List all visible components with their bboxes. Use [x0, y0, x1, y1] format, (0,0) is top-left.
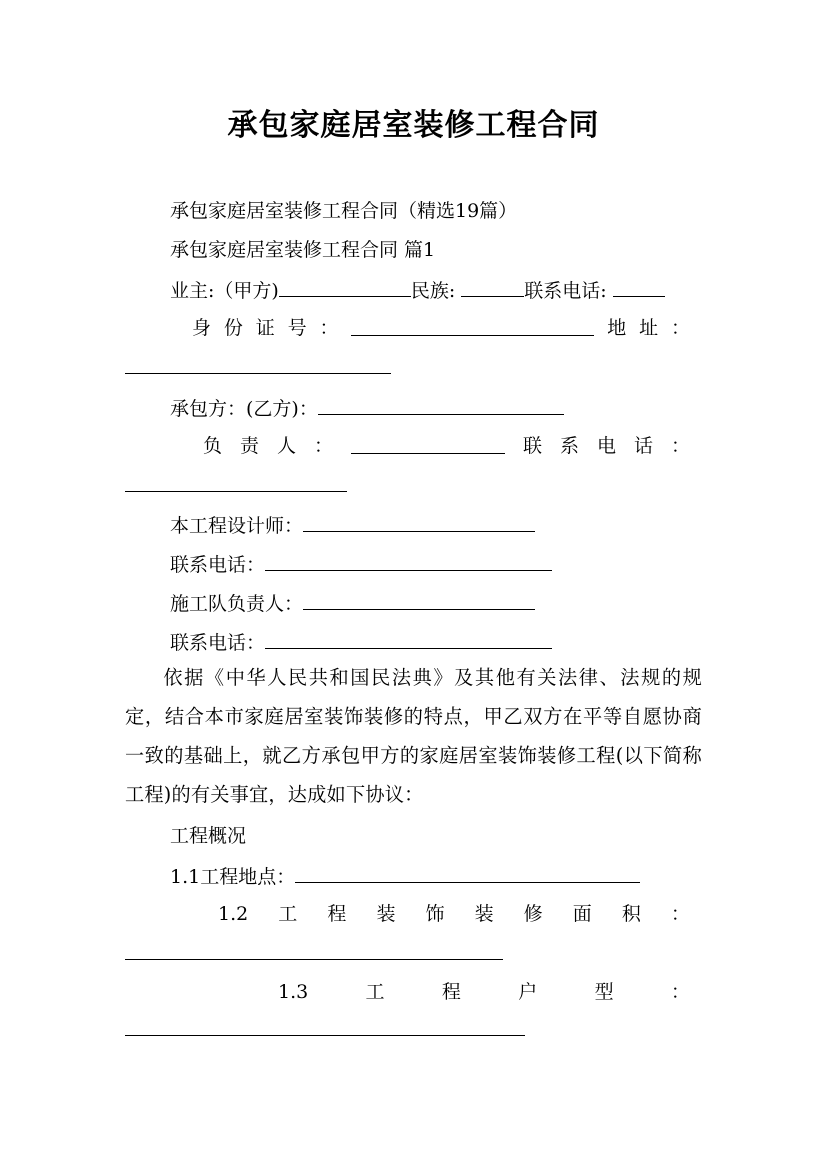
- id-label-2: 证: [255, 317, 275, 339]
- manager-label-0: 负: [203, 435, 223, 457]
- item-1-2-label-8: 积: [621, 903, 641, 925]
- id-label-4: ：: [319, 317, 339, 339]
- item-1-2-label-3: 装: [376, 903, 396, 925]
- section-heading: 承包家庭居室装修工程合同 篇1: [170, 239, 436, 261]
- item-1-2-label-7: 面: [572, 903, 592, 925]
- designer-field[interactable]: [303, 511, 535, 532]
- project-location-field[interactable]: [295, 862, 640, 883]
- designer-line: [170, 511, 535, 539]
- team-leader-field[interactable]: [303, 589, 535, 610]
- id-label-3: 号: [287, 317, 307, 339]
- designer-phone-line: [170, 550, 552, 578]
- team-phone-field[interactable]: [265, 628, 552, 649]
- decoration-area-field[interactable]: [125, 959, 503, 960]
- address-label-2: ：: [670, 317, 690, 339]
- contractor-label: 承包方：(乙方)：: [170, 398, 318, 420]
- item-1-2-label-0: 1.2: [218, 903, 249, 925]
- agreement-paragraph: 依据《中华人民共和国民法典》及其他有关法律、法规的规定，结合本市家庭居室装饰装修的特点，甲乙双方在平等自愿协商一致的基础上，就乙方承包甲方的家庭居室装饰装修工程(以下简称工程)的有关事宜，达成如下协议：: [125, 666, 702, 806]
- manager-phone-label-3: 话: [633, 435, 653, 457]
- manager-label-2: 人: [277, 435, 297, 457]
- team-phone-line: [170, 628, 552, 656]
- manager-phone-label-0: 联: [522, 435, 542, 457]
- owner-phone-field[interactable]: [613, 276, 665, 297]
- item-1-2-line: [218, 901, 690, 927]
- overview-heading: 工程概况: [170, 825, 247, 847]
- item-1-1-line: [170, 862, 640, 890]
- team-leader-line: [170, 589, 535, 617]
- id-label-0: 身: [192, 317, 212, 339]
- subtitle: 承包家庭居室装修工程合同（精选19篇）: [170, 200, 518, 222]
- item-1-2-label-5: 装: [474, 903, 494, 925]
- designer-phone-field[interactable]: [265, 550, 552, 571]
- contractor-field[interactable]: [318, 394, 564, 415]
- item-1-2-label-1: 工: [278, 903, 298, 925]
- item-1-3-label-2: 程: [441, 981, 461, 1003]
- id-number-field[interactable]: [351, 315, 594, 336]
- manager-label-1: 责: [240, 435, 260, 457]
- manager-label-3: ：: [314, 435, 334, 457]
- designer-label: 本工程设计师：: [170, 515, 304, 537]
- item-1-3-label-4: 型: [594, 981, 614, 1003]
- contractor-line: [170, 394, 564, 422]
- owner-phone-label: 联系电话:: [524, 280, 607, 302]
- item-1-2-label-4: 饰: [425, 903, 445, 925]
- ethnicity-field[interactable]: [461, 276, 524, 297]
- item-1-3-label-3: 户: [518, 981, 538, 1003]
- address-label-0: 地: [607, 317, 627, 339]
- manager-phone-label-2: 电: [596, 435, 616, 457]
- item-1-2-label-9: ：: [670, 903, 690, 925]
- document-title: 承包家庭居室装修工程合同: [227, 108, 600, 143]
- manager-phone-field[interactable]: [125, 491, 347, 492]
- owner-party-label: 业主:（甲方): [170, 280, 279, 302]
- item-1-1-label: 1.1工程地点：: [170, 866, 296, 888]
- owner-name-field[interactable]: [279, 276, 411, 297]
- item-1-3-line: [278, 979, 690, 1005]
- manager-line: [203, 433, 690, 459]
- item-1-3-label-5: ：: [670, 981, 690, 1003]
- address-field[interactable]: [125, 373, 391, 374]
- item-1-3-label-1: 工: [365, 981, 385, 1003]
- manager-phone-label-1: 系: [559, 435, 579, 457]
- manager-phone-label-4: ：: [670, 435, 690, 457]
- manager-field[interactable]: [351, 433, 505, 454]
- id-label-1: 份: [223, 317, 243, 339]
- id-address-line: [192, 315, 690, 341]
- house-type-field[interactable]: [125, 1035, 525, 1036]
- designer-phone-label: 联系电话：: [170, 554, 266, 576]
- owner-line: [170, 276, 665, 304]
- address-label-1: 址: [639, 317, 659, 339]
- item-1-2-label-2: 程: [327, 903, 347, 925]
- item-1-3-label-0: 1.3: [278, 981, 309, 1003]
- ethnicity-label: 民族:: [410, 280, 456, 302]
- team-leader-label: 施工队负责人：: [170, 593, 304, 615]
- item-1-2-label-6: 修: [523, 903, 543, 925]
- team-phone-label: 联系电话：: [170, 632, 266, 654]
